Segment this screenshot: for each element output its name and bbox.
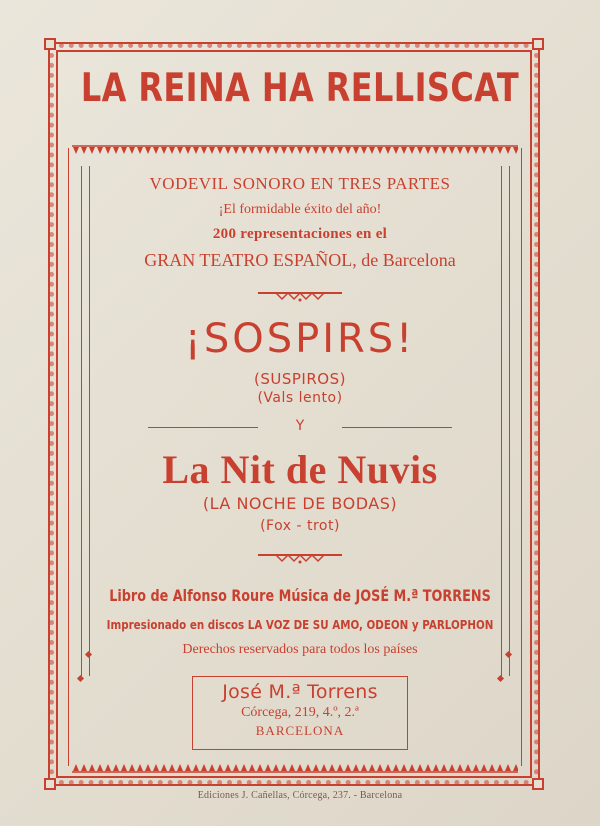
song2-title: La Nit de Nuvis	[162, 447, 438, 492]
publisher-address-box	[192, 676, 408, 750]
song1-style: (Vals lento)	[257, 390, 343, 406]
corner-ornament-bottom-left	[44, 778, 56, 790]
show-tagline: ¡El formidable éxito del año!	[218, 202, 382, 217]
rights-line: Derechos reservados para todos los países	[182, 642, 418, 657]
credits-line: Libro de Alfonso Roure Música de JOSÉ M.ª TORRENS	[109, 586, 491, 605]
song2-translation: (LA NOCHE DE BODAS)	[202, 494, 398, 513]
bottom-fringe-ornament	[72, 760, 518, 774]
conjunction: Y	[295, 418, 305, 434]
diamond-ornament	[497, 675, 504, 682]
printer-footer: Ediciones J. Cañellas, Córcega, 237. - Barcelona	[197, 790, 403, 801]
corner-ornament-top-right	[532, 38, 544, 50]
ornament-separator-2	[256, 552, 344, 564]
song1-translation: (SUSPIROS)	[254, 370, 346, 388]
show-venue: GRAN TEATRO ESPAÑOL, de Barcelona	[144, 250, 456, 270]
corner-ornament-bottom-right	[532, 778, 544, 790]
show-genre: VODEVIL SONORO EN TRES PARTES	[149, 174, 451, 193]
show-performances: 200 representaciones en el	[212, 226, 388, 242]
corner-ornament-top-left	[44, 38, 56, 50]
publisher-street: Córcega, 219, 4.º, 2.ª	[241, 705, 359, 720]
song1-title: ¡SOSPIRS!	[184, 316, 416, 362]
diamond-ornament	[77, 675, 84, 682]
recordings-line: Impresionado en discos LA VOZ DE SU AMO, ODEON y PARLOPHON	[106, 618, 494, 632]
ornament-separator-1	[256, 290, 344, 302]
divider-right	[342, 427, 452, 428]
publisher-city: BARCELONA	[255, 723, 345, 738]
show-title: LA REINA HA RELLISCAT	[80, 66, 520, 111]
song2-style: (Fox - trot)	[260, 518, 340, 534]
publisher-name: José M.ª Torrens	[222, 681, 378, 703]
